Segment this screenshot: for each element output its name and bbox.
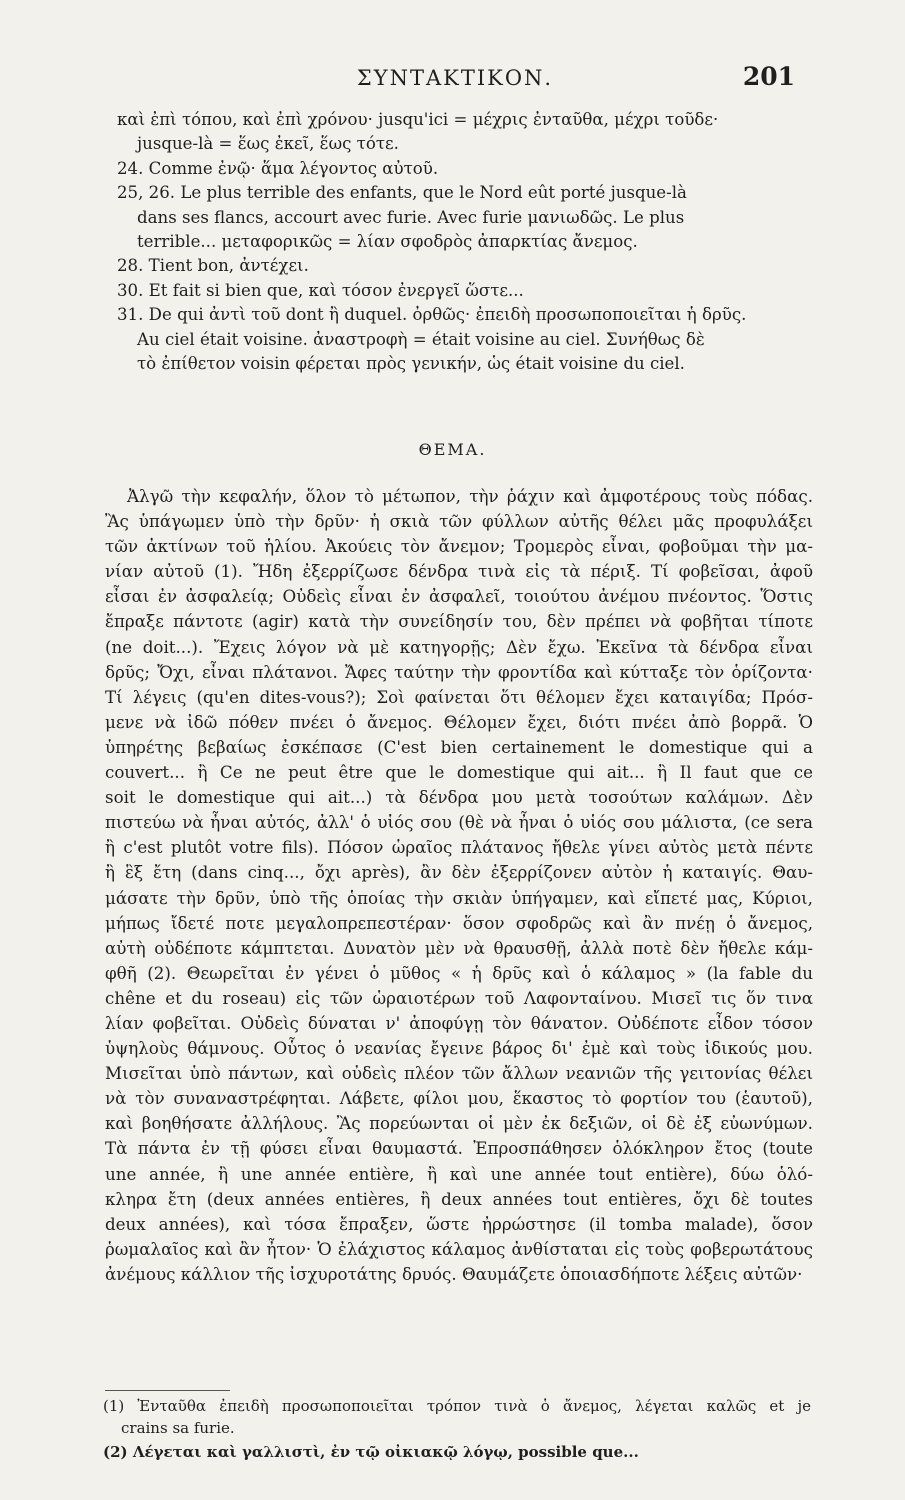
body-line: ὑπηρέτης βεβαίως ἐσκέπασε (C'est bien certainement le domestique qui a <box>105 736 813 757</box>
body-line: une année, ἢ une année entière, ἢ καὶ une année tout entière), δύω ὁλό- <box>105 1163 813 1184</box>
body-line: ἔπραξε πάντοτε (agir) κατὰ τὴν συνείδησίν του, δὲν πρέπει νὰ φοβῆται τίποτε <box>105 611 813 632</box>
body-line: νίαν αὐτοῦ (1). Ἤδη ἐξερρίζωσε δένδρα τινὰ εἰς τὰ πέριξ. Τί φοβεῖσαι, ἀφοῦ <box>105 561 813 582</box>
body-line: ὑψηλοὺς θάμνους. Οὗτος ὁ νεανίας ἔγεινε βάρος δι' ἐμὲ καὶ τοὺς ἰδικούς μου. <box>105 1038 813 1059</box>
footnote-2: (2) Λέγεται καὶ γαλλιστὶ, ἐν τῷ οἰκιακῷ λόγῳ, possible que... <box>103 1443 639 1461</box>
footnote-1-line: crains sa furie. <box>121 1418 235 1437</box>
body-line: καὶ βοηθήσατε ἀλλήλους. Ἂς πορεύωνται οἱ μὲν ἐκ δεξιῶν, οἱ δὲ ἐξ εὐωνύμων. <box>105 1113 813 1134</box>
footnotes <box>103 1396 811 1464</box>
body-line: Τί λέγεις (qu'en dites-vous?); Σοὶ φαίνεται ὅτι θέλομεν ἔχει καταιγίδα; Πρόσ- <box>105 686 813 707</box>
note-line: terrible... μεταφορικῶς = λίαν σφοδρὸς ἀπαρκτίας ἄνεμος. <box>137 232 638 252</box>
note-line: dans ses flancs, accourt avec furie. Avec furie μανιωδῶς. Le plus <box>137 207 685 227</box>
body-line: λίαν φοβεῖται. Οὐδεὶς δύναται ν' ἀποφύγῃ τὸν θάνατον. Οὐδέποτε εἶδον τόσον <box>105 1012 813 1033</box>
body-line: μενε νὰ ἰδῶ πόθεν πνέει ὁ ἄνεμος. Θέλομεν ἔχει, διότι πνέει ἀπὸ βορρᾶ. Ὁ <box>105 711 813 732</box>
body-line: τῶν ἀκτίνων τοῦ ἡλίου. Ἀκούεις τὸν ἄνεμον; Τρομερὸς εἶναι, φοβοῦμαι τὴν μα- <box>105 536 813 557</box>
section-heading: ΘΕΜΑ. <box>418 440 487 459</box>
body-line: δρῦς; Ὄχι, εἶναι πλάτανοι. Ἄφες ταύτην τὴν φροντίδα καὶ κύτταξε τὸν ὁρίζοντα· <box>105 661 813 682</box>
body-line: deux années), καὶ τόσα ἔπραξεν, ὥστε ἠρρώστησε (il tomba malade), ὅσον <box>105 1213 813 1234</box>
note-line: jusque-là = ἕως ἐκεῖ, ἕως τότε. <box>137 134 399 154</box>
body-line: ἢ ἓξ ἔτη (dans cinq..., ὄχι après), ἂν δὲν ἐξερρίζονεν αὐτὸν ἡ καταιγίς. Θαυ- <box>105 862 813 883</box>
note-line: 25, 26. Le plus terrible des enfants, que le Nord eût porté jusque-là <box>117 183 687 203</box>
exercise-text <box>105 484 813 1287</box>
body-line: φθῆ (2). Θεωρεῖται ἐν γένει ὁ μῦθος « ἡ δρῦς καὶ ὁ κάλαμος » (la fable du <box>105 962 813 983</box>
commentary-notes <box>117 108 797 376</box>
note-line: 31. De qui ἀντὶ τοῦ dont ἢ duquel. ὀρθῶς· ἐπειδὴ προσωποποιεῖται ἡ δρῦς. <box>117 305 747 325</box>
body-line: Ἂς ὑπάγωμεν ὑπὸ τὴν δρῦν· ἡ σκιὰ τῶν φύλλων αὐτῆς θέλει μᾶς προφυλάξει <box>105 511 813 532</box>
body-line: νὰ τὸν συναναστρέφηται. Λάβετε, φίλοι μου, ἕκαστος τὸ φορτίον του (ἑαυτοῦ), <box>105 1088 813 1109</box>
footnote-1-line: (1) Ἐνταῦθα ἐπειδὴ προσωποποιεῖται τρόπον τινὰ ὁ ἄνεμος, λέγεται καλῶς et je <box>103 1397 811 1415</box>
body-line: ῥωμαλαῖος καὶ ἂν ἦτον· Ὁ ἐλάχιστος κάλαμος ἀνθίσταται εἰς τοὺς φοβερωτάτους <box>105 1238 813 1259</box>
note-line: Au ciel était voisine. ἀναστροφὴ = était voisine au ciel. Συνήθως δὲ <box>137 329 705 349</box>
footnote-rule <box>105 1390 230 1391</box>
body-line: πιστεύω νὰ ἦναι αὐτός, ἀλλ' ὁ υἱός σου (θὲ νὰ ἦναι ὁ υἱός σου μάλιστα, (ce sera <box>105 812 813 833</box>
body-line: (ne doit...). Ἔχεις λόγον νὰ μὲ κατηγορῇς; Δὲν ἔχω. Ἐκεῖνα τὰ δένδρα εἶναι <box>105 636 813 657</box>
body-line: κληρα ἔτη (deux années entières, ἢ deux années tout entières, ὄχι δὲ toutes <box>105 1188 813 1209</box>
running-head <box>115 62 795 98</box>
note-line: καὶ ἐπὶ τόπου, καὶ ἐπὶ χρόνου· jusqu'ici = μέχρις ἐνταῦθα, μέχρι τοῦδε· <box>117 110 719 129</box>
note-line: 28. Tient bon, ἀντέχει. <box>117 256 309 276</box>
body-line: εἶσαι ἐν ἀσφαλείᾳ; Οὐδεὶς εἶναι ἐν ἀσφαλεῖ, τοιούτου ἀνέμου πνέοντος. Ὅστις <box>105 586 813 607</box>
body-line: Ἀλγῶ τὴν κεφαλήν, ὅλον τὸ μέτωπον, τὴν ῥάχιν καὶ ἀμφοτέρους τοὺς πόδας. <box>127 486 813 506</box>
body-line: soit le domestique qui ait...) τὰ δένδρα μου μετὰ τοσούτων καλάμων. Δὲν <box>105 787 813 808</box>
body-line: μάσατε τὴν δρῦν, ὑπὸ τῆς ὁποίας τὴν σκιὰν ὑπήγαμεν, καὶ εἴπετέ μας, Κύριοι, <box>105 887 813 908</box>
body-line: ἢ c'est plutôt votre fils). Πόσον ὡραῖος πλάτανος ἤθελε γίνει αὐτὸς μετὰ πέντε <box>105 837 813 858</box>
page-title: ΣΥΝΤΑΚΤΙΚΟΝ. <box>356 66 554 90</box>
body-line: chêne et du roseau) εἰς τῶν ὡραιοτέρων τοῦ Λαφονταίνου. Μισεῖ τις ὅν τινα <box>105 987 813 1008</box>
body-line: αὐτὴ οὐδέποτε κάμπτεται. Δυνατὸν μὲν νὰ θραυσθῇ, ἀλλὰ ποτὲ δὲν ἤθελε κάμ- <box>105 937 813 958</box>
note-line: 30. Et fait si bien que, καὶ τόσον ἐνεργεῖ ὥστε... <box>117 280 524 300</box>
body-line: Τὰ πάντα ἐν τῇ φύσει εἶναι θαυμαστά. Ἐπροσπάθησεν ὁλόκληρον ἔτος (toute <box>105 1138 813 1159</box>
note-line: τὸ ἐπίθετον voisin φέρεται πρὸς γενικήν, ὡς était voisine du ciel. <box>137 354 685 374</box>
body-line: μήπως ἴδετέ ποτε μεγαλοπρεπεστέραν· ὅσον σφοδρῶς καὶ ἂν πνέῃ ὁ ἄνεμος, <box>105 912 813 933</box>
page-number: 201 <box>742 62 795 91</box>
body-line: ἀνέμους κάλλιον τῆς ἰσχυροτάτης δρυός. Θαυμάζετε ὁποιασδήποτε λέξεις αὐτῶν· <box>105 1263 803 1284</box>
body-line: couvert... ἢ Ce ne peut être que le domestique qui ait... ἢ Il faut que ce <box>105 762 813 783</box>
note-line: 24. Comme ἐνῷ· ἅμα λέγοντος αὐτοῦ. <box>117 158 439 178</box>
body-line: Μισεῖται ὑπὸ πάντων, καὶ οὐδεὶς πλέον τῶν ἄλλων νεανιῶν τῆς γειτονίας θέλει <box>105 1063 813 1084</box>
